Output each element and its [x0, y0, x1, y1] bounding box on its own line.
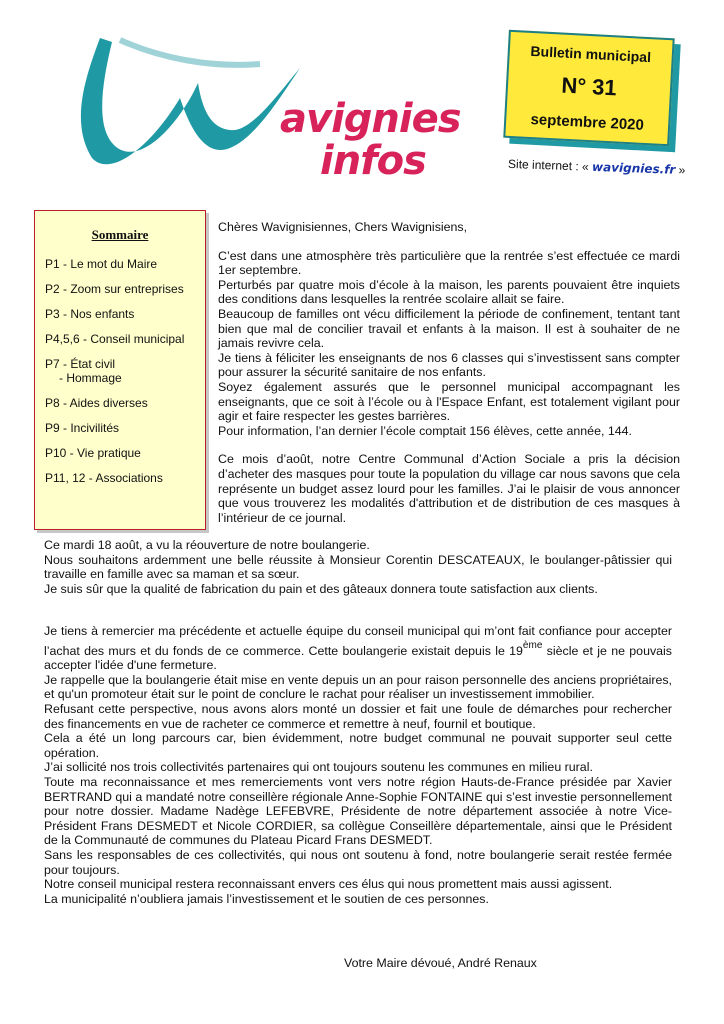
- paragraph: Toute ma reconnaissance et mes remerciements vont vers notre région Hauts-de-France présidée par Xavier BERTRAND qui a mandaté notre conseillère régionale Anne-Sophie FONTAINE qui s’est investie personnellement pour notre dossier. Madame Nadège LEFEBVRE, Présidente de notre département associée à notre Vice-Président Frans DESMEDT et Nicole CORDIER, sa collègue Conseillère départementale, ainsi que le Président de la Communauté de communes du Plateau Picard Frans DESMEDT.: [44, 774, 672, 848]
- paragraph: La municipalité n’oubliera jamais l’investissement et le soutien de ces personnes.: [44, 891, 489, 906]
- toc-item: P9 - Incivilités: [45, 421, 120, 435]
- bulletin-label: Bulletin municipal: [530, 42, 652, 66]
- paragraph: Pour information, l’an dernier l’école comptait 156 élèves, cette année, 144.: [218, 423, 632, 438]
- toc-item: P2 - Zoom sur entreprises: [45, 282, 184, 296]
- bulletin-badge: [506, 34, 682, 152]
- paragraph: Ce mois d’août, notre Centre Communal d’Action Sociale a pris la décision d’acheter des masques pour toute la population du village car nous savons que cela représente un budget assez lourd pour les familles. J’ai le plaisir de vous annoncer que vous trouverez les modalités d'attribution et de distribution de ces masques à l’intérieur de ce journal.: [218, 452, 680, 525]
- paragraph: Cela a été un long parcours car, bien évidemment, notre budget communal ne pouvait supporter seul cette opération.: [44, 731, 672, 760]
- paragraph: Notre conseil municipal restera reconnaissant envers ces élus qui nous promettent mais aussi agissent.: [44, 877, 613, 892]
- site-suffix: »: [678, 162, 686, 178]
- toc-item: P1 - Le mot du Maire: [45, 257, 158, 271]
- toc-item: P8 - Aides diverses: [45, 396, 148, 410]
- site-prefix: Site internet : «: [507, 156, 589, 174]
- paragraph: C’est dans une atmosphère très particulière que la rentrée s’est effectuée ce mardi 1er septembre.: [218, 248, 680, 278]
- website-line: [508, 157, 686, 177]
- logo-word-infos: infos: [320, 138, 426, 184]
- letter-column: [218, 220, 680, 525]
- paragraph: Soyez également assurés que le personnel municipal accompagnant les enseignants, que ce soit à l’école ou à l'Espace Enfant, est totalement vigilant pour agir et faire respecter les gestes barrières.: [218, 379, 680, 424]
- logo: [30, 28, 461, 184]
- paragraph: Beaucoup de familles ont vécu difficilement la période de confinement, tentant tant bien que mal de concilier travail et enfants à la maison. Il est à souhaiter de ne jamais revivre cela.: [218, 306, 680, 351]
- toc-item: P7 - État civil: [45, 357, 116, 371]
- paragraph: Je tiens à féliciter les enseignants de nos 6 classes qui s’investissent sans compter pour assurer la sécurité sanitaire de nos enfants.: [218, 350, 680, 380]
- paragraph: Je rappelle que la boulangerie était mise en vente depuis un an pour raison personnelle des anciens propriétaires, et qu'un promoteur était sur le point de conclure le rachat pour réaliser un investissement immobilier.: [44, 672, 672, 702]
- logo-word-avignies: avignies: [280, 96, 461, 142]
- toc-item: P10 - Vie pratique: [45, 446, 141, 460]
- toc-subitem: - Hommage: [59, 371, 122, 385]
- bulletin-date: septembre 2020: [530, 110, 645, 134]
- table-of-contents: [34, 210, 206, 530]
- paragraph: Je tiens à remercier ma précédente et actuelle équipe du conseil municipal qui m’ont fait confiance pour accepter l’achat des murs et du fonds de ce commerce. Cette boulangerie existait depuis le 19ème siècle et je ne pouvais accepter l'idée d'une fermeture.: [44, 624, 672, 673]
- paragraph: Je suis sûr que la qualité de fabrication du pain et des gâteaux donnera toute satisfaction aux clients.: [44, 581, 598, 596]
- bakery-section: [44, 538, 672, 596]
- paragraph: Sans les responsables de ces collectivités, qui nous ont soutenu à fond, notre boulangerie serait restée fermée pour toujours.: [44, 847, 672, 877]
- paragraph: Ce mardi 18 août, a vu la réouverture de notre boulangerie.: [44, 538, 370, 552]
- greeting: Chères Wavignisiennes, Chers Wavignisiens,: [218, 220, 468, 234]
- toc-item: P3 - Nos enfants: [45, 307, 135, 321]
- sommaire-title: Sommaire: [91, 227, 149, 242]
- bulletin-number: N° 31: [560, 72, 618, 101]
- paragraph: Nous souhaitons ardemment une belle réussite à Monsieur Corentin DESCATEAUX, le boulanger-pâtissier qui travaille en famille avec sa maman et sa sœur.: [44, 552, 672, 582]
- paragraph: J’ai sollicité nos trois collectivités partenaires qui ont toujours soutenu les communes en milieu rural.: [44, 760, 593, 775]
- toc-item: P11, 12 - Associations: [45, 471, 163, 485]
- paragraph: Perturbés par quatre mois d’école à la maison, les parents pouvaient être inquiets des conditions dans lesquelles la rentrée scolaire allait se faire.: [218, 277, 680, 307]
- thanks-section: [44, 624, 672, 906]
- paragraph: Refusant cette perspective, nous avons alors monté un dossier et fait une foule de démarches pour rechercher des financements en vue de racheter ce commerce et remettre à neuf, fournil et boutique.: [44, 701, 672, 731]
- signature: Votre Maire dévoué, André Renaux: [344, 956, 537, 970]
- toc-item: P4,5,6 - Conseil municipal: [45, 332, 185, 346]
- site-url-link[interactable]: wavignies.fr: [591, 159, 676, 177]
